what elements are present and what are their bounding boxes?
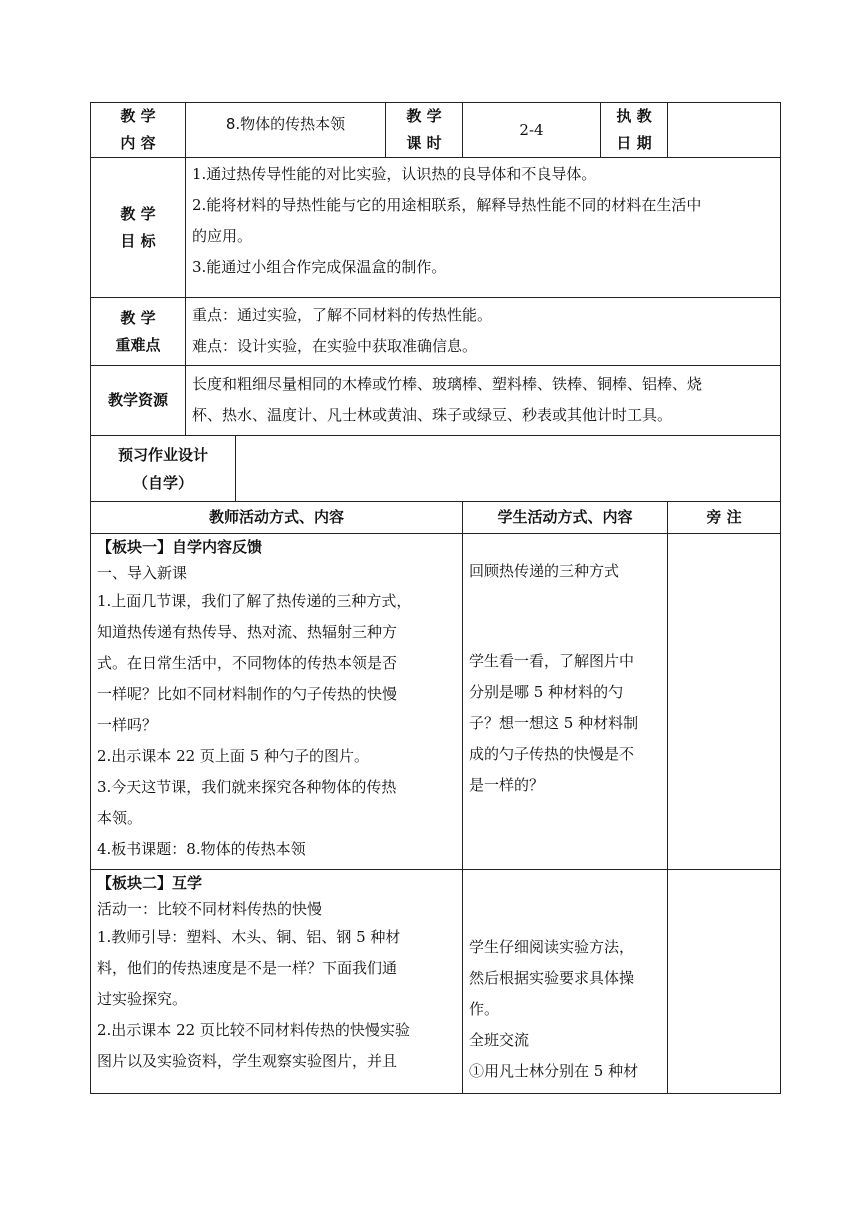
content-value-cell (186, 103, 386, 158)
block2-teacher-line: 活动一：比较不同材料传热的快慢 (97, 900, 323, 918)
block1-student-recap: 回顾热传递的三种方式 (469, 562, 620, 580)
block2-row (91, 870, 781, 1094)
key-points-row (91, 298, 781, 366)
period-value: 2-4 (519, 120, 544, 139)
teacher-column-header (91, 502, 463, 534)
block1-teacher-line: 3.今天这节课，我们就来探究各种物体的传热 (97, 778, 397, 796)
block1-student-cell (463, 534, 668, 870)
preview-label-cell (91, 436, 236, 502)
lesson-plan-sheet (90, 102, 780, 1094)
objectives-label-2: 目 标 (120, 231, 156, 250)
key-focus: 重点：通过实验，了解不同材料的传热性能。 (192, 306, 493, 324)
block1-teacher-cell (91, 534, 463, 870)
block2-student-line: ①用凡士林分别在 5 种材 (469, 1062, 639, 1080)
objective-line: 的应用。 (192, 227, 253, 245)
block2-teacher-line: 图片以及实验资料，学生观察实验图片，并且 (97, 1052, 398, 1070)
teacher-column-title: 教师活动方式、内容 (208, 508, 344, 526)
block2-student-line: 全班交流 (469, 1031, 530, 1049)
preview-label-1: 预习作业设计 (117, 445, 208, 464)
period-label-cell (386, 103, 463, 158)
key-points-label-1: 教 学 (120, 308, 156, 327)
block2-teacher-line: 过实验探究。 (97, 990, 188, 1008)
period-label-2: 课 时 (406, 134, 442, 152)
notes-column-header (668, 502, 781, 534)
block1-teacher-line: 1.上面几节课，我们了解了热传递的三种方式， (97, 592, 412, 610)
block1-teacher-line: 4.板书课题：8.物体的传热本领 (97, 840, 306, 858)
block2-teacher-line: 料，他们的传热速度是不是一样？下面我们通 (97, 959, 398, 977)
lesson-plan-table (90, 102, 781, 1094)
objective-line: 1.通过热传导性能的对比实验，认识热的良导体和不良导体。 (192, 165, 597, 183)
block2-student-line: 学生仔细阅读实验方法， (469, 938, 635, 956)
objectives-row (91, 158, 781, 298)
objective-line: 3.能通过小组合作完成保温盒的制作。 (192, 258, 447, 276)
content-label-2: 内 容 (120, 134, 156, 152)
key-points-content (186, 298, 781, 366)
date-label-2: 日 期 (616, 134, 652, 152)
resources-label-cell (91, 366, 186, 436)
block1-row (91, 534, 781, 870)
block1-student-line: 分别是哪 5 种材料的勺 (469, 683, 624, 701)
resources-line: 杯、热水、温度计、凡士林或黄油、珠子或绿豆、秒表或其他计时工具。 (192, 406, 673, 424)
block1-teacher-line: 一样呢？比如不同材料制作的勺子传热的快慢 (97, 685, 398, 703)
resources-label: 教学资源 (107, 391, 168, 409)
block2-title: 【板块二】互学 (97, 874, 203, 892)
content-label-1: 教 学 (120, 107, 156, 125)
period-value-cell (463, 103, 601, 158)
resources-line: 长度和粗细尽量相同的木棒或竹棒、玻璃棒、塑料棒、铁棒、铜棒、铝棒、烧 (192, 375, 703, 393)
block1-teacher-line: 式。在日常生活中，不同物体的传热本领是否 (97, 654, 398, 672)
date-label-1: 执 教 (616, 107, 652, 125)
student-column-title: 学生活动方式、内容 (497, 508, 633, 526)
block2-notes-cell (668, 870, 781, 1094)
block1-teacher-line: 知道热传递有热传导、热对流、热辐射三种方 (97, 623, 398, 641)
block1-student-line: 成的勺子传热的快慢是不 (469, 745, 635, 763)
block1-teacher-line: 2.出示课本 22 页上面 5 种勺子的图片。 (97, 747, 370, 765)
block2-teacher-cell (91, 870, 463, 1094)
preview-row (91, 436, 781, 502)
objectives-content (186, 158, 781, 298)
objective-line: 2.能将材料的导热性能与它的用途相联系，解释导热性能不同的材料在生活中 (192, 196, 702, 214)
resources-row (91, 366, 781, 436)
block1-student-line: 学生看一看，了解图片中 (469, 652, 635, 670)
block1-notes-cell (668, 534, 781, 870)
key-points-label-cell (91, 298, 186, 366)
objectives-label-1: 教 学 (120, 204, 156, 223)
objectives-label-cell (91, 158, 186, 298)
notes-column-title: 旁 注 (706, 508, 742, 526)
content-label-cell (91, 103, 186, 158)
header-row (91, 103, 781, 158)
block2-student-cell (463, 870, 668, 1094)
content-value: 8.物体的传热本领 (225, 115, 346, 133)
block2-student-line: 然后根据实验要求具体操 (469, 969, 635, 987)
preview-label-2: （自学） (132, 473, 193, 492)
key-difficulty: 难点：设计实验，在实验中获取准确信息。 (192, 337, 478, 355)
block1-teacher-line: 一样吗？ (97, 716, 158, 734)
student-column-header (463, 502, 668, 534)
preview-content (236, 436, 781, 502)
key-points-label-2: 重难点 (115, 335, 161, 354)
block2-teacher-line: 1.教师引导：塑料、木头、铜、铝、钢 5 种材 (97, 928, 401, 946)
block2-student-line: 作。 (469, 1000, 500, 1018)
block1-teacher-line: 一、导入新课 (97, 564, 188, 582)
period-label-1: 教 学 (406, 107, 442, 125)
block1-student-line: 子？想一想这 5 种材料制 (469, 714, 639, 732)
date-label-cell (601, 103, 668, 158)
date-value-cell (668, 103, 781, 158)
block1-teacher-line: 本领。 (97, 809, 143, 827)
block2-teacher-line: 2.出示课本 22 页比较不同材料传热的快慢实验 (97, 1021, 410, 1039)
block1-title: 【板块一】自学内容反馈 (97, 538, 263, 556)
resources-content (186, 366, 781, 436)
block1-student-line: 是一样的？ (469, 776, 545, 794)
activity-header-row (91, 502, 781, 534)
